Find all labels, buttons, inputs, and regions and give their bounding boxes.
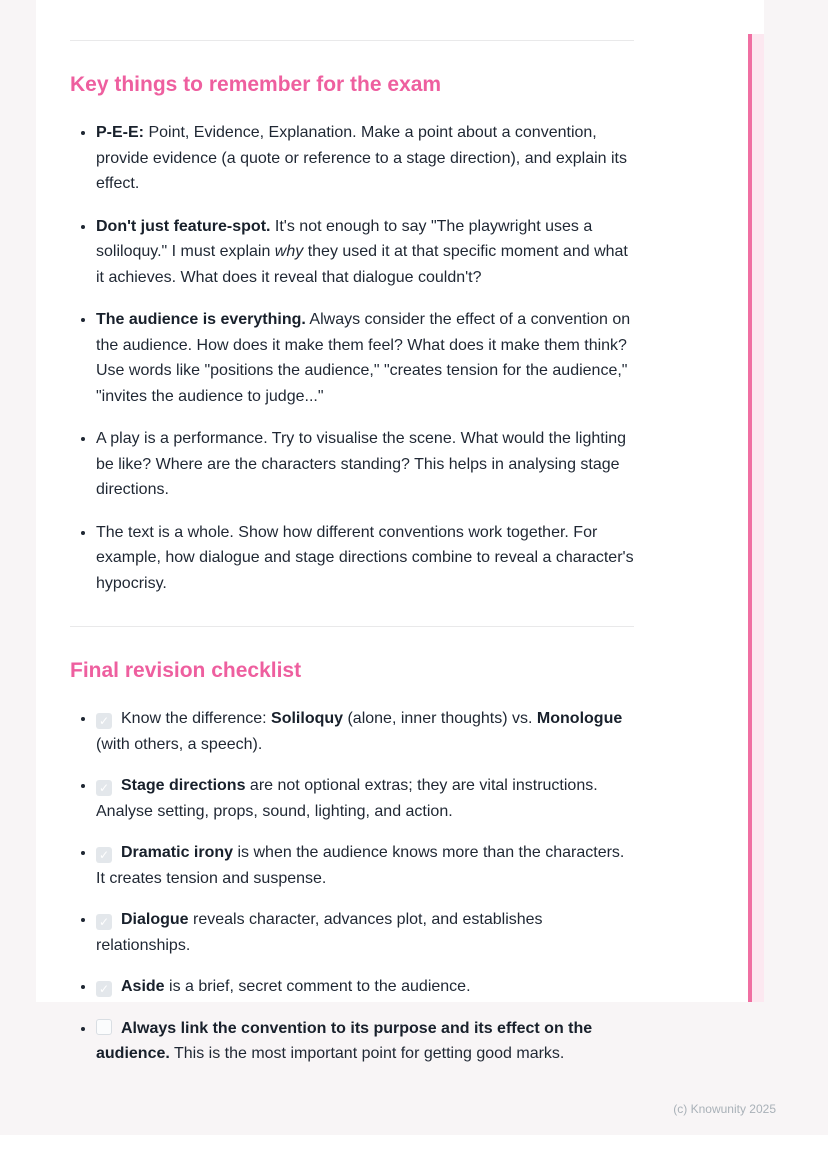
bottom-strip bbox=[0, 1135, 828, 1171]
bullet-item bbox=[96, 120, 634, 197]
bullet-list bbox=[70, 120, 634, 596]
divider bbox=[70, 626, 634, 627]
checkbox-checked-icon[interactable]: ✓ bbox=[96, 981, 112, 997]
page-edge-accent-soft bbox=[752, 34, 764, 1002]
text-segment: The text is a whole. Show how different conventions work together. For example, how dialogue and stage directions combine to reveal a character's hypocrisy. bbox=[96, 523, 634, 592]
divider bbox=[70, 40, 634, 41]
text-segment: Always consider the effect of a convention on the audience. How does it make them feel? What does it make them think? Use words like "positions the audience," "creates tension for the audience," "invites the audience to judge..." bbox=[96, 311, 631, 405]
bullet-item bbox=[96, 214, 634, 291]
text-segment: Know the difference: bbox=[121, 710, 272, 727]
checklist-item bbox=[96, 974, 634, 1000]
checklist-item bbox=[96, 706, 634, 757]
text-segment: Dramatic irony bbox=[121, 844, 234, 861]
checkbox-checked-icon[interactable]: ✓ bbox=[96, 780, 112, 796]
text-segment: It's not enough to say "The playwright uses a soliloquy." I must explain bbox=[96, 217, 593, 260]
text-segment: Always link the convention to its purpose and its effect on the audience. bbox=[96, 1019, 593, 1062]
document-page bbox=[36, 0, 764, 1062]
text-segment: is when the audience knows more than the characters. It creates tension and suspense. bbox=[96, 844, 625, 887]
text-segment: A play is a performance. Try to visualise the scene. What would the lighting be like? Where are the characters standing? This helps in analysing stage directions. bbox=[96, 430, 627, 498]
text-segment: Don't just feature-spot. bbox=[96, 217, 271, 235]
section-heading: Key things to remember for the exam bbox=[70, 73, 442, 96]
text-segment: Point, Evidence, Explanation. Make a point about a convention, provide evidence (a quote or reference to a stage direction), and explain its effect. bbox=[96, 124, 627, 192]
text-segment: (alone, inner thoughts) vs. bbox=[343, 710, 537, 727]
bullet-item bbox=[96, 426, 634, 503]
text-segment: Dialogue bbox=[121, 911, 189, 928]
checklist-item bbox=[96, 907, 634, 958]
bullet-item bbox=[96, 520, 634, 597]
section-heading: Final revision checklist bbox=[70, 659, 302, 682]
text-segment: Stage directions bbox=[121, 777, 246, 794]
checkbox-unchecked-icon[interactable] bbox=[96, 1019, 112, 1035]
text-segment: P-E-E: bbox=[96, 124, 144, 141]
section-revision-checklist bbox=[70, 657, 634, 1067]
page-content bbox=[36, 0, 764, 1067]
checklist-item bbox=[96, 1016, 634, 1067]
checklist-item bbox=[96, 773, 634, 824]
checkbox-checked-icon[interactable]: ✓ bbox=[96, 713, 112, 729]
text-segment: Aside bbox=[121, 978, 165, 995]
page-edge-accent-line bbox=[748, 34, 752, 1002]
text-segment: reveals character, advances plot, and establishes relationships. bbox=[96, 911, 543, 954]
checklist bbox=[70, 706, 634, 1067]
text-segment: This is the most important point for getting good marks. bbox=[169, 1045, 565, 1062]
bullet-item bbox=[96, 307, 634, 409]
text-segment: are not optional extras; they are vital instructions. Analyse setting, props, sound, lighting, and action. bbox=[96, 777, 598, 820]
text-segment: they used it at that specific moment and what it achieves. What does it reveal that dialogue couldn't? bbox=[96, 243, 628, 286]
checklist-item bbox=[96, 840, 634, 891]
text-segment: Monologue bbox=[536, 710, 623, 727]
checkbox-checked-icon[interactable]: ✓ bbox=[96, 914, 112, 930]
checkbox-checked-icon[interactable]: ✓ bbox=[96, 847, 112, 863]
section-exam-tips bbox=[70, 71, 634, 596]
text-segment: why bbox=[274, 243, 304, 260]
text-segment: (with others, a speech). bbox=[96, 735, 263, 753]
text-segment: Soliloquy bbox=[271, 710, 344, 727]
text-segment: The audience is everything. bbox=[96, 311, 306, 328]
copyright-text: (c) Knowunity 2025 bbox=[673, 1102, 776, 1116]
text-segment: is a brief, secret comment to the audience. bbox=[164, 978, 471, 995]
